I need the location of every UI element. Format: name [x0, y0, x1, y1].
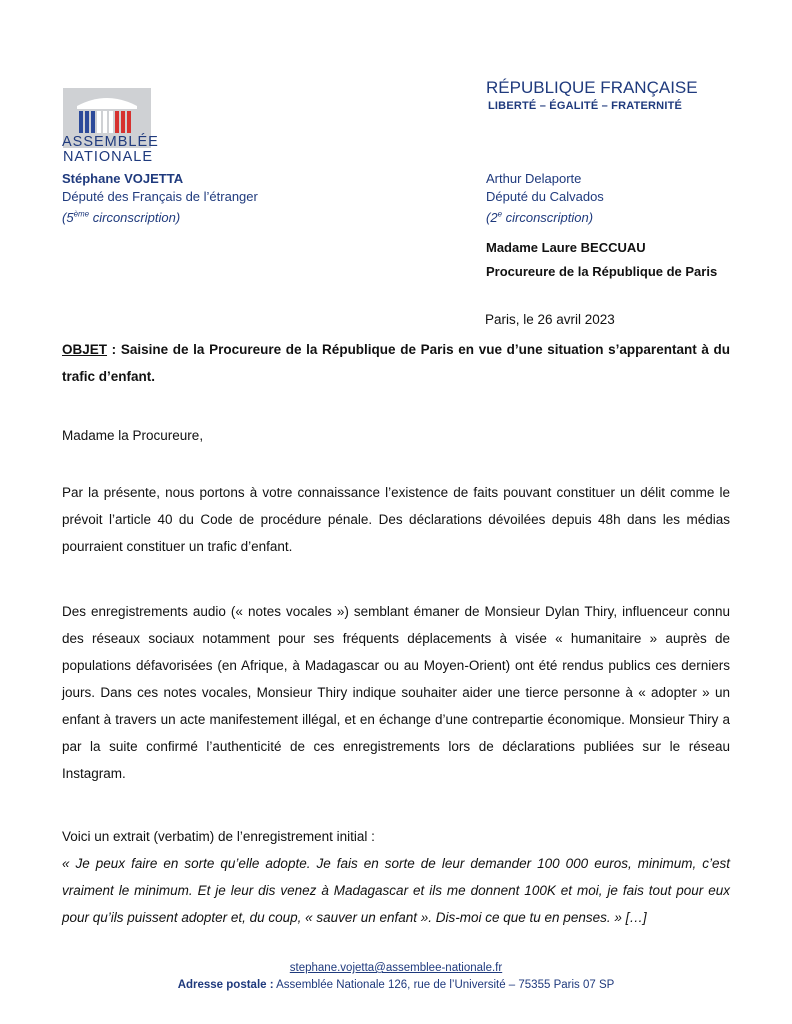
- object-text: : Saisine de la Procureure de la République de Paris en vue d’une situation s’apparentant à du trafic d’enfant.: [62, 342, 730, 384]
- logo-line-1: ASSEMBLÉE: [62, 134, 159, 150]
- sender-left-circ-num: (5: [62, 210, 74, 226]
- sender-left-circ-rest: circonscription): [89, 210, 181, 226]
- salutation: Madame la Procureure,: [62, 428, 204, 443]
- footer-address: [0, 979, 792, 991]
- sender-left-circ: [62, 206, 258, 227]
- sender-right-circ: [486, 206, 604, 227]
- sender-left-name: Stéphane VOJETTA: [62, 171, 184, 186]
- republic-title: RÉPUBLIQUE FRANÇAISE: [486, 78, 698, 97]
- paragraph-1: Par la présente, nous portons à votre connaissance l’existence de faits pouvant constituer un délit comme le prévoit l’article 40 du Code de procédure pénale. Des déclarations dévoilées depuis 48h dans les médias pourraient constituer un trafic d’enfant.: [62, 485, 730, 554]
- object-label: OBJET: [62, 342, 108, 357]
- sender-left-role: Député des Français de l’étranger: [62, 189, 258, 204]
- sender-left-circ-sup: ème: [73, 210, 90, 219]
- logo-text: [62, 134, 159, 165]
- recipient-block: [486, 236, 717, 284]
- quote-text: « Je peux faire en sorte qu’elle adopte. Je fais en sorte de leur demander 100 000 euros, minimum, c’est vraiment le minimum. Et je leur dis venez à Madagascar et ils me donnent 100K et moi, je fais tout pour eux pour qu’ils puissent adopter et, du coup, « sauver un enfant ». Dis-moi ce que tu en penses. » […]: [62, 856, 730, 925]
- footer-address-text: Assemblée Nationale 126, rue de l’Université – 75355 Paris 07 SP: [273, 979, 615, 991]
- sender-right-circ-num: (2: [486, 210, 498, 226]
- paragraph-2: Des enregistrements audio (« notes vocales ») semblant émaner de Monsieur Dylan Thiry, influenceur connu des réseaux sociaux notamment pour ses fréquents déplacements à visée « humanitaire » auprès de populations défavorisées (en Afrique, à Madagascar ou au Moyen-Orient) ont été rendus publics ces derniers jours. Dans ces notes vocales, Monsieur Thiry indique souhaiter aider une tierce personne à « adopter » un enfant à travers un acte manifestement illégal, et en échange d’une contrepartie économique. Monsieur Thiry a par la suite confirmé l’authenticité de ces enregistrements lors de déclarations publiées sur le réseau Instagram.: [62, 604, 730, 781]
- sender-left: [62, 170, 258, 227]
- republic-motto: LIBERTÉ – ÉGALITÉ – FRATERNITÉ: [488, 100, 683, 112]
- recipient-title: Procureure de la République de Paris: [486, 264, 718, 279]
- logo-line-2: NATIONALE: [62, 149, 154, 165]
- sender-right: [486, 170, 604, 227]
- footer-address-label: Adresse postale :: [177, 979, 274, 991]
- footer-email-link[interactable]: stephane.vojetta@assemblee-nationale.fr: [289, 962, 503, 974]
- quote-intro: Voici un extrait (verbatim) de l’enregistrement initial :: [62, 829, 375, 844]
- sender-right-role: Député du Calvados: [486, 189, 604, 204]
- sender-right-name: Arthur Delaporte: [486, 171, 582, 186]
- recipient-name: Madame Laure BECCUAU: [486, 240, 646, 255]
- letter-date: Paris, le 26 avril 2023: [485, 312, 615, 327]
- letter-object: [62, 336, 730, 390]
- sender-right-circ-rest: circonscription): [502, 210, 594, 226]
- sender-right-circ-sup: e: [497, 210, 503, 219]
